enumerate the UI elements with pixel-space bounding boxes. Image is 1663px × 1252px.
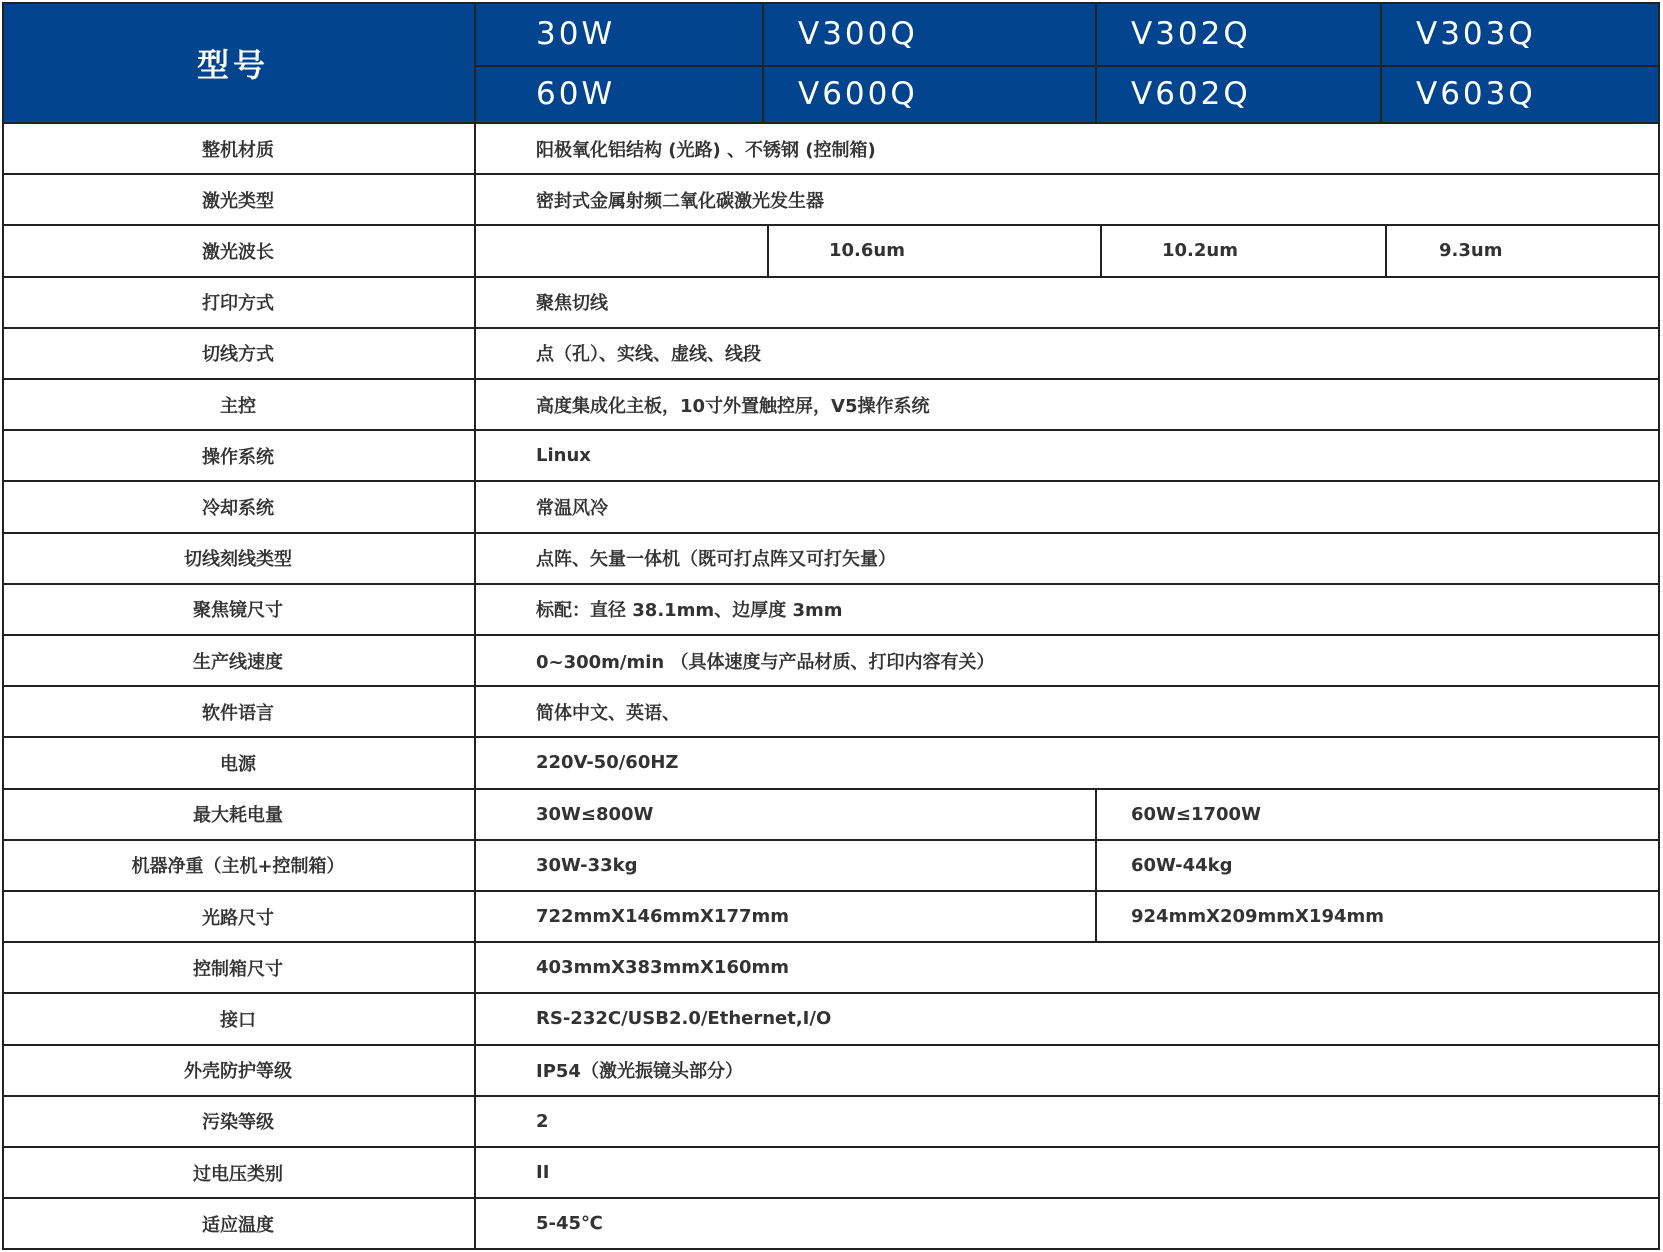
frame-left bbox=[2, 2, 4, 1249]
model-cell: 30W bbox=[474, 2, 762, 65]
header-title: 型号 bbox=[2, 2, 474, 123]
row-value: 9.3um bbox=[1439, 240, 1503, 262]
model-cell: V302Q bbox=[1095, 2, 1380, 65]
row-value: 60W-44kg bbox=[1131, 854, 1233, 876]
row-divider bbox=[2, 1248, 1660, 1250]
row-label: 控制箱尺寸 bbox=[193, 958, 283, 980]
row-value: 10.2um bbox=[1162, 240, 1238, 262]
cell-divider bbox=[1095, 789, 1097, 840]
row-label: 生产线速度 bbox=[193, 651, 283, 673]
header-col-divider bbox=[762, 2, 764, 123]
row-label: 聚焦镜尺寸 bbox=[193, 600, 283, 622]
row-value: 220V-50/60HZ bbox=[536, 752, 679, 774]
row-value: 10.6um bbox=[829, 240, 905, 262]
row-value: RS-232C/USB2.0/Ethernet,I/O bbox=[536, 1008, 832, 1030]
row-value: 阳极氧化铝结构 (光路) 、不锈钢 (控制箱) bbox=[536, 139, 876, 161]
frame-right bbox=[1658, 2, 1660, 1249]
cell-divider bbox=[1095, 840, 1097, 891]
row-value: 2 bbox=[536, 1110, 549, 1132]
label-split bbox=[474, 123, 476, 1249]
row-value: 高度集成化主板，10寸外置触控屏，V5操作系统 bbox=[536, 395, 930, 417]
model-cell: V603Q bbox=[1380, 65, 1660, 123]
header-col-divider bbox=[474, 2, 476, 123]
row-label: 激光类型 bbox=[202, 190, 274, 212]
row-label: 污染等级 bbox=[202, 1112, 274, 1134]
cell-divider bbox=[1385, 225, 1387, 276]
row-value: 点（孔）、实线、虚线、线段 bbox=[536, 344, 761, 366]
cell-divider bbox=[767, 225, 769, 276]
row-value: IP54（激光振镜头部分） bbox=[536, 1061, 743, 1083]
model-cell: V600Q bbox=[762, 65, 1095, 123]
row-label: 光路尺寸 bbox=[202, 907, 274, 929]
row-value: 密封式金属射频二氧化碳激光发生器 bbox=[536, 190, 824, 212]
header-col-divider bbox=[1380, 2, 1382, 123]
row-value: Linux bbox=[536, 445, 591, 467]
cell-divider bbox=[1100, 225, 1102, 276]
row-value: 30W≤800W bbox=[536, 803, 654, 825]
cell-divider bbox=[1095, 891, 1097, 942]
row-value: 点阵、矢量一体机（既可打点阵又可打矢量） bbox=[536, 549, 896, 571]
row-label: 机器净重（主机+控制箱） bbox=[131, 856, 345, 878]
row-value: 聚焦切线 bbox=[536, 293, 608, 315]
row-value: 0~300m/min （具体速度与产品材质、打印内容有关） bbox=[536, 651, 995, 673]
row-value: 924mmX209mmX194mm bbox=[1131, 906, 1385, 928]
model-cell: V602Q bbox=[1095, 65, 1380, 123]
row-value: 30W-33kg bbox=[536, 854, 638, 876]
row-label: 操作系统 bbox=[202, 446, 274, 468]
row-value: 5-45℃ bbox=[536, 1213, 603, 1235]
row-value bbox=[474, 225, 767, 276]
row-label: 外壳防护等级 bbox=[184, 1061, 292, 1083]
row-label: 激光波长 bbox=[202, 241, 274, 263]
row-label: 切线刻线类型 bbox=[184, 549, 292, 571]
row-label: 整机材质 bbox=[202, 139, 274, 161]
row-value: II bbox=[536, 1162, 550, 1184]
row-value: 标配：直径 38.1mm、边厚度 3mm bbox=[536, 600, 843, 622]
row-label: 最大耗电量 bbox=[193, 805, 283, 827]
row-label: 接口 bbox=[220, 1009, 256, 1031]
frame-top bbox=[2, 2, 1660, 4]
row-value: 60W≤1700W bbox=[1131, 803, 1261, 825]
row-label: 适应温度 bbox=[202, 1214, 274, 1236]
model-cell: V303Q bbox=[1380, 2, 1660, 65]
row-label: 冷却系统 bbox=[202, 497, 274, 519]
header-bottom bbox=[2, 122, 1660, 124]
row-label: 软件语言 bbox=[202, 702, 274, 724]
row-label: 切线方式 bbox=[202, 344, 274, 366]
model-cell: V300Q bbox=[762, 2, 1095, 65]
header-col-divider bbox=[1095, 2, 1097, 123]
model-cell: 60W bbox=[474, 65, 762, 123]
row-value: 简体中文、英语、 bbox=[536, 702, 680, 724]
row-label: 电源 bbox=[220, 753, 256, 775]
row-label: 主控 bbox=[220, 395, 256, 417]
header-divider bbox=[474, 65, 1660, 67]
row-label: 打印方式 bbox=[202, 293, 274, 315]
row-label: 过电压类别 bbox=[193, 1163, 283, 1185]
row-value: 403mmX383mmX160mm bbox=[536, 957, 790, 979]
row-value: 常温风冷 bbox=[536, 497, 608, 519]
row-value: 722mmX146mmX177mm bbox=[536, 906, 790, 928]
